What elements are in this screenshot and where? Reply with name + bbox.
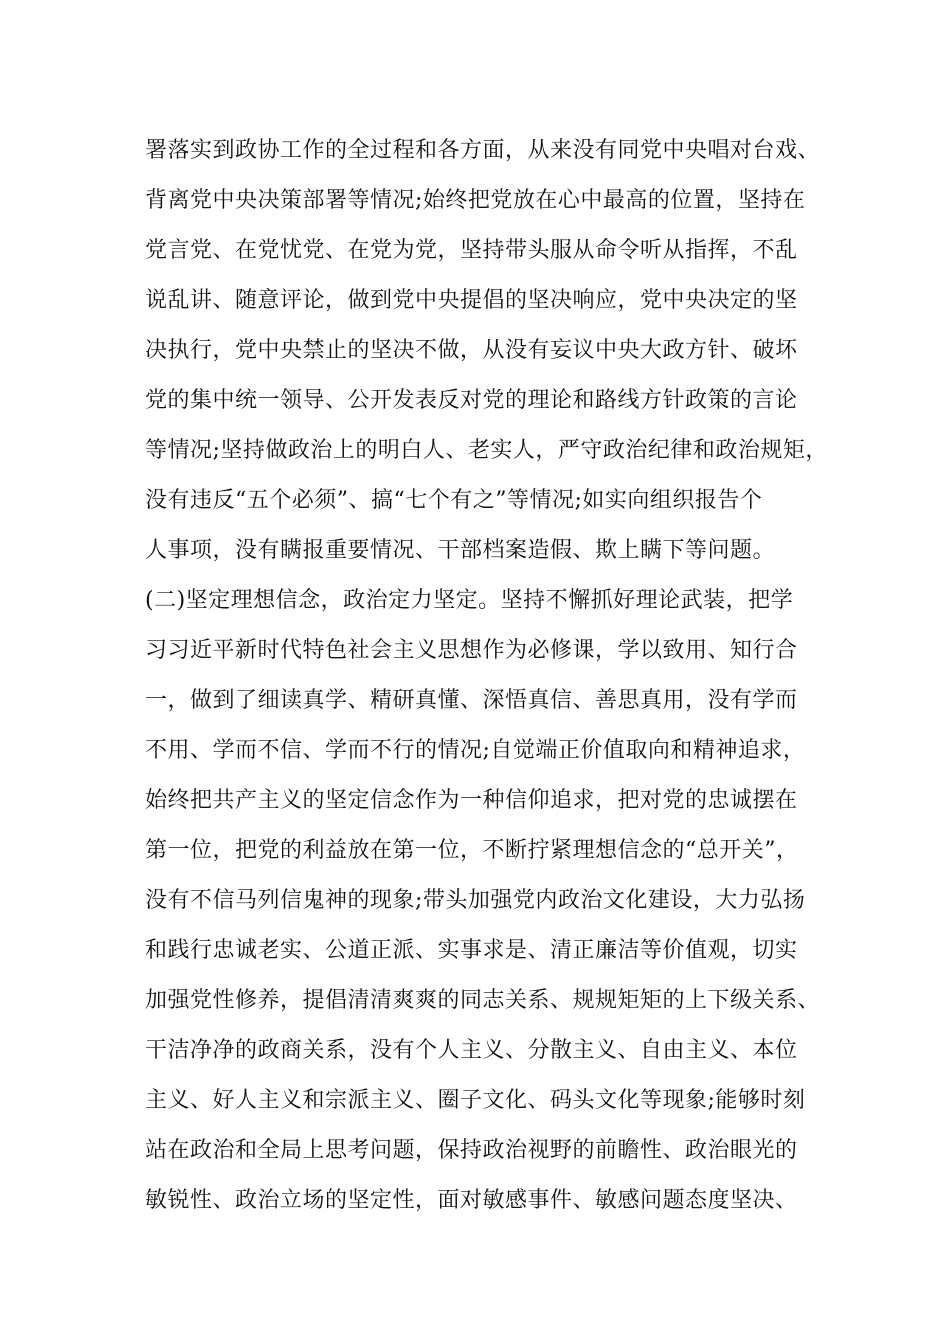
text-line: 背离党中央决策部署等情况;始终把党放在心中最高的位置，坚持在 [145, 188, 806, 213]
text-line: 党的集中统一领导、公开发表反对党的理论和路线方针政策的言论 [145, 388, 798, 413]
text-line: 说乱讲、随意评论，做到党中央提倡的坚决响应，党中央决定的坚 [145, 288, 798, 313]
text-line: 始终把共产主义的坚定信念作为一种信仰追求，把对党的忠诚摆在 [145, 788, 798, 813]
text-line: 没有不信马列信鬼神的现象;带头加强党内政治文化建设，大力弘扬 [145, 888, 806, 913]
text-line: 等情况;坚持做政治上的明白人、老实人，严守政治纪律和政治规矩， [145, 438, 828, 463]
text-line: 敏锐性、政治立场的坚定性，面对敏感事件、敏感问题态度坚决、 [145, 1188, 798, 1213]
text-line: 干洁净净的政商关系，没有个人主义、分散主义、自由主义、本位 [145, 1038, 798, 1063]
section-heading-line: (二)坚定理想信念，政治定力坚定。坚持不懈抓好理论武装，把学 [145, 588, 794, 613]
text-line: 人事项，没有瞒报重要情况、干部档案造假、欺上瞒下等问题。 [145, 538, 776, 563]
text-line: 不用、学而不信、学而不行的情况;自觉端正价值取向和精神追求， [145, 738, 806, 763]
body-text [145, 126, 835, 1226]
text-line: 习习近平新时代特色社会主义思想作为必修课，学以致用、知行合 [145, 638, 798, 663]
text-line: 决执行，党中央禁止的坚决不做，从没有妄议中央大政方针、破坏 [145, 338, 798, 363]
text-line: 主义、好人主义和宗派主义、圈子文化、码头文化等现象;能够时刻 [145, 1088, 806, 1113]
text-line: 第一位，把党的利益放在第一位，不断拧紧理想信念的“总开关”， [145, 838, 799, 863]
text-line: 没有违反“五个必须”、搞“七个有之”等情况;如实向组织报告个 [145, 488, 763, 513]
text-line: 党言党、在党忧党、在党为党，坚持带头服从命令听从指挥，不乱 [145, 238, 798, 263]
text-line: 站在政治和全局上思考问题，保持政治视野的前瞻性、政治眼光的 [145, 1138, 798, 1163]
text-line: 署落实到政协工作的全过程和各方面，从来没有同党中央唱对台戏、 [145, 138, 821, 163]
text-line: 一，做到了细读真学、精研真懂、深悟真信、善思真用，没有学而 [145, 688, 798, 713]
text-line: 和践行忠诚老实、公道正派、实事求是、清正廉洁等价值观，切实 [145, 938, 798, 963]
text-line: 加强党性修养，提倡清清爽爽的同志关系、规规矩矩的上下级关系、 [145, 988, 821, 1013]
